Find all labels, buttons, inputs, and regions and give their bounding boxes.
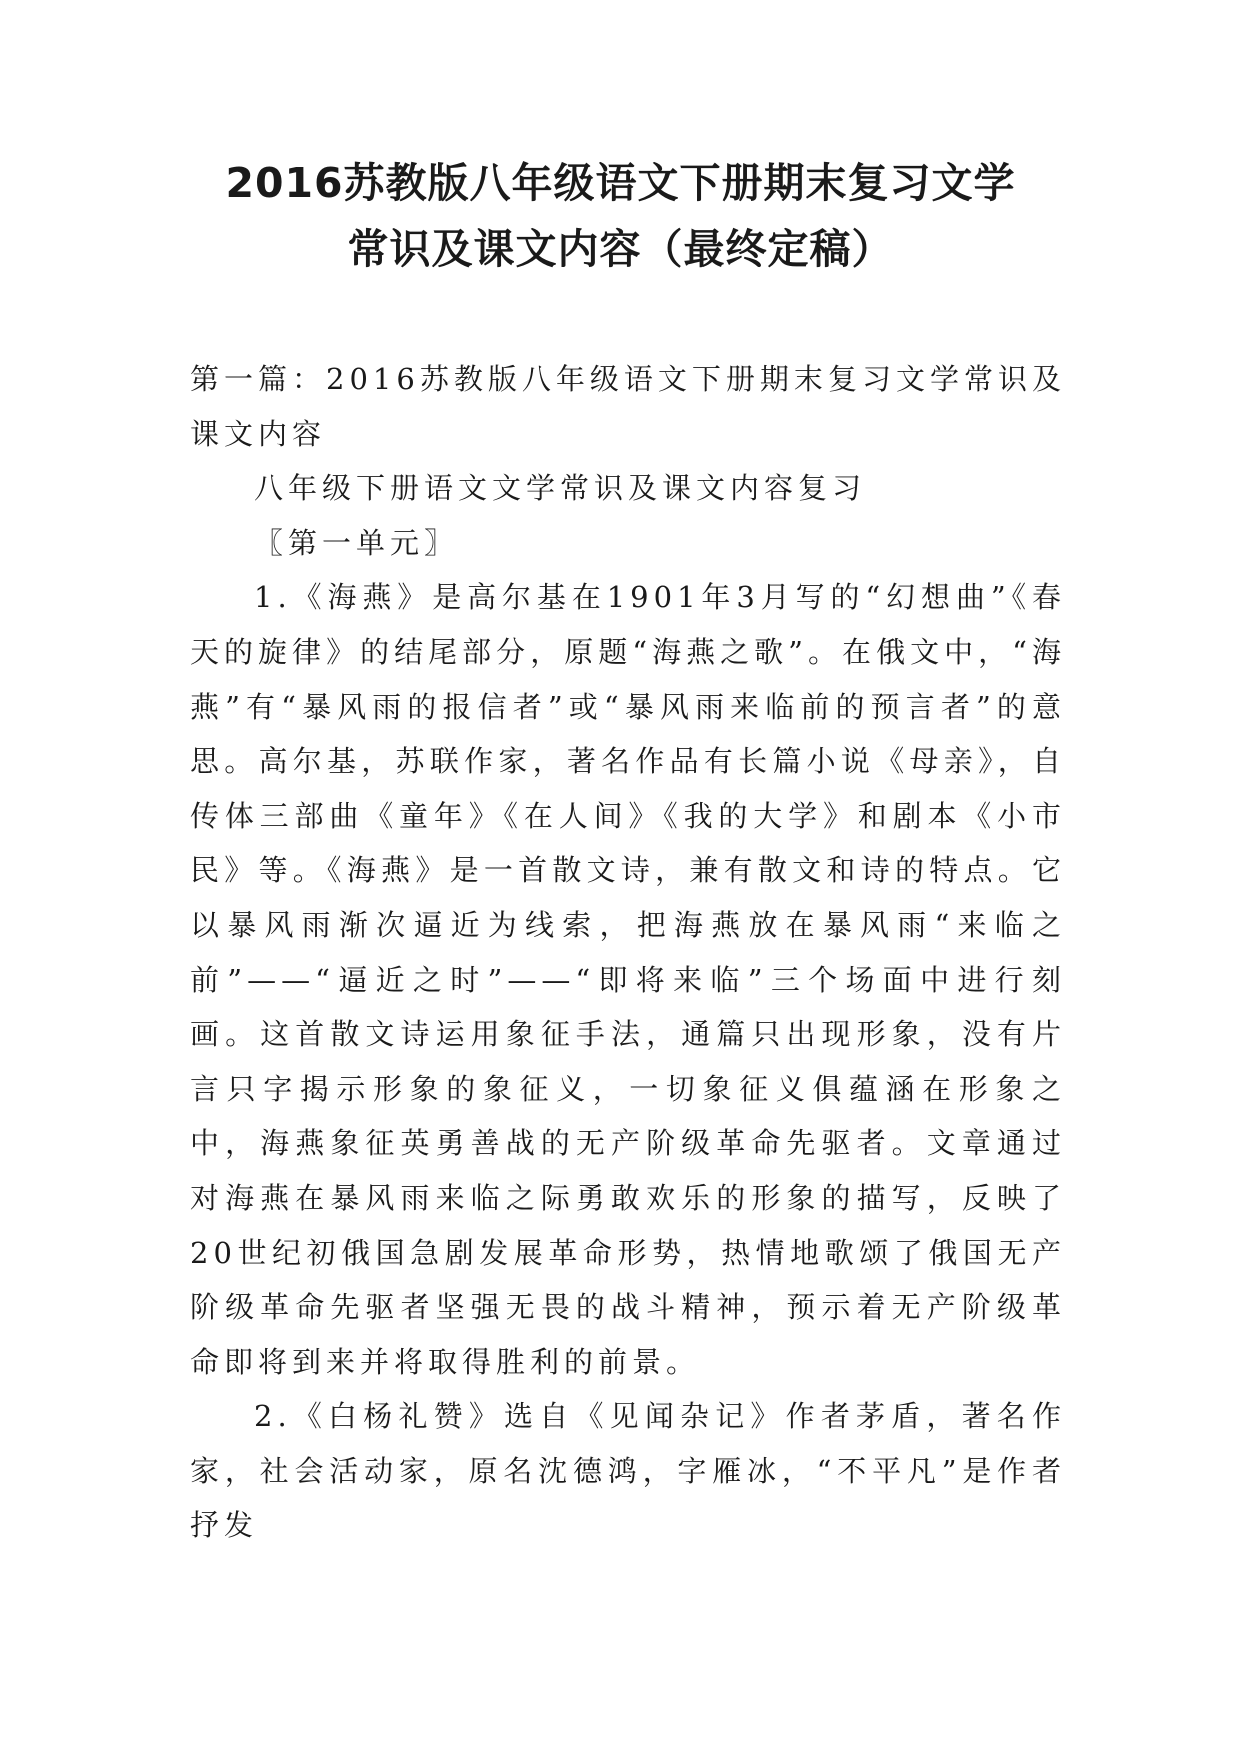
article-heading: 第一篇：2016苏教版八年级语文下册期末复习文学常识及课文内容 xyxy=(190,362,1066,451)
unit-heading: 〖第一单元〗 xyxy=(254,525,459,560)
document-title-line-1: 2016苏教版八年级语文下册期末复习文学 xyxy=(225,159,1016,207)
review-subtitle: 八年级下册语文文学常识及课文内容复习 xyxy=(254,471,867,506)
paragraph-baiyang-lizan: 2.《白杨礼赞》选自《见闻杂记》作者茅盾，著名作家，社会活动家，原名沈德鸿，字雁冰，“不平凡”是作者抒发 xyxy=(190,1399,1066,1543)
paragraph-haiyan: 1.《海燕》是高尔基在1901年3月写的“幻想曲”《春天的旋律》的结尾部分，原题“海燕之歌”。在俄文中，“海燕”有“暴风雨的报信者”或“暴风雨来临前的预言者”的意思。高尔基，苏联作家，著名作品有长篇小说《母亲》，自传体三部曲《童年》《在人间》《我的大学》和剧本《小市民》等。《海燕》是一首散文诗，兼有散文和诗的特点。它以暴风雨渐次逼近为线索，把海燕放在暴风雨“来临之前”——“逼近之时”——“即将来临”三个场面中进行刻画。这首散文诗运用象征手法，通篇只出现形象，没有片言只字揭示形象的象征义，一切象征义俱蕴涵在形象之中，海燕象征英勇善战的无产阶级革命先驱者。文章通过对海燕在暴风雨来临之际勇敢欢乐的形象的描写，反映了20世纪初俄国急剧发展革命形势，热情地歌颂了俄国无产阶级革命先驱者坚强无畏的战斗精神，预示着无产阶级革命即将到来并将取得胜利的前景。 xyxy=(190,580,1066,1379)
document-body xyxy=(190,352,1066,1553)
document-title-line-2: 常识及课文内容（最终定稿） xyxy=(347,225,894,273)
document-title xyxy=(150,150,1091,282)
